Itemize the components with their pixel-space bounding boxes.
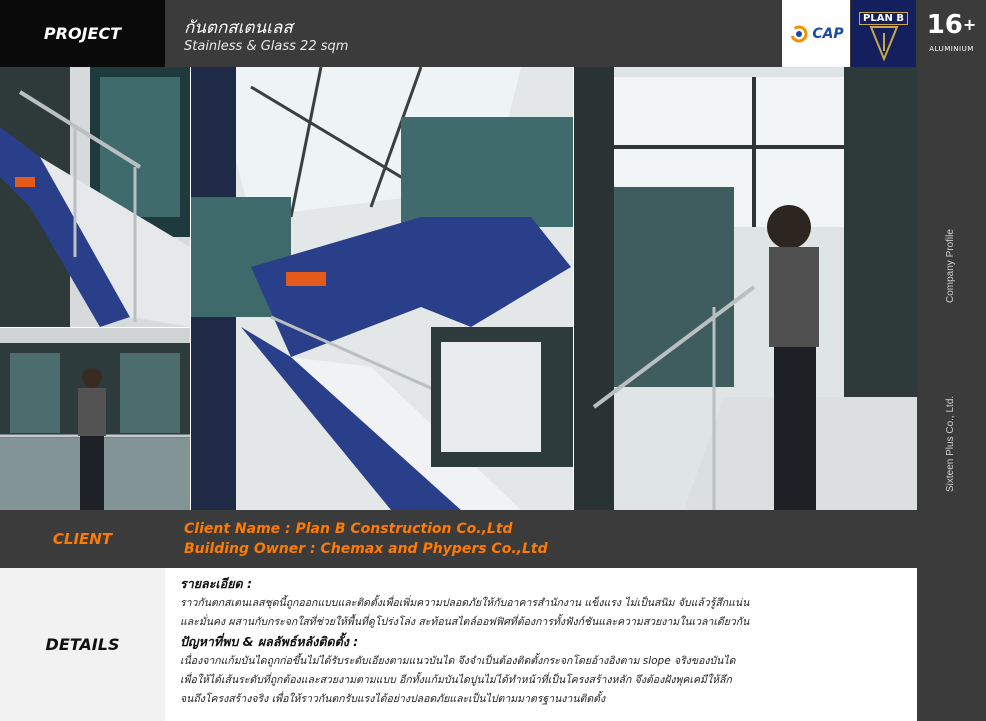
sidebar-company-name: Sixteen Plus Co., Ltd.: [945, 395, 956, 492]
details-label: DETAILS: [45, 635, 120, 654]
client-label-text: CLIENT: [52, 530, 113, 548]
sidebar-company-profile: Company Profile: [945, 229, 956, 303]
planb-logo: [851, 0, 916, 67]
photo-stair-railing-closeup: [0, 67, 190, 327]
details-heading-problems: ปัญหาที่พบ & ผลลัพธ์หลังติดตั้ง :: [180, 634, 359, 649]
details-content: [180, 574, 910, 709]
brand-sub: ALUMINIUM: [929, 45, 974, 53]
right-sidebar: [917, 67, 986, 721]
details-description-line-1: ราวกันตกสเตนเลสชุดนี้ถูกออกแบบและติดตั้งเพื่อเพิ่มความปลอดภัยให้กับอาคารสำนักงาน แข็งแรง ไม่เป็นสนิม จับแล้วรู้สึกแน่น: [180, 597, 750, 609]
sixteen-plus-logo: [917, 0, 986, 67]
details-label-panel: [0, 568, 165, 721]
details-problems-line-3: จนถึงโครงสร้างจริง เพื่อให้ราวกันตกรับแรงได้อย่างปลอดภัยและเป็นไปตามมาตรฐานงานติดตั้ง: [180, 693, 606, 705]
cap-logo-text: CAP: [812, 25, 844, 42]
brand-number: 16: [926, 10, 963, 40]
details-description-line-2: และมั่นคง ผสานกับกระจกใสที่ช่วยให้พื้นที่ดูโปร่งโล่ง สะท้อนสไตล์ออฟฟิศที่ต้องการทั้งฟังก์ชันและความสวยงามในเวลาเดียวกัน: [180, 616, 750, 628]
details-problems-line-2: เพื่อให้ได้เส้นระดับที่ถูกต้องและสวยงามตามแบบ อีกทั้งแก้มบันไดปูนไม่ได้ทำหน้าที่เป็นโครงสร้างหลัก จึงต้องฝังพุคเคมีให้ลึก: [180, 674, 732, 686]
photo-atrium-staircase: [191, 67, 573, 510]
project-title-english: Stainless & Glass 22 sqm: [184, 39, 349, 54]
photo-person-on-stairs: [574, 67, 917, 510]
details-problems-line-1: เนื่องจากแก้มบันไดถูกก่อขึ้นไม่ได้รับระดับเอียงตามแนวบันได จึงจำเป็นต้องติดตั้งกระจกโดยอ้างอิงตาม slope จริงของบันได: [180, 655, 736, 667]
project-label: [0, 0, 165, 67]
details-heading-description: รายละเอียด :: [180, 576, 253, 591]
photo-person-railing: [0, 328, 190, 510]
planb-shield-icon: [869, 25, 899, 61]
cap-swirl-icon: [788, 23, 810, 45]
brand-plus: +: [962, 15, 977, 34]
project-title-thai: กันตกสเตนเลส: [184, 18, 293, 38]
building-owner: Building Owner : Chemax and Phypers Co.,Ltd: [184, 541, 548, 557]
project-label-text: PROJECT: [43, 24, 122, 43]
planb-logo-text: PLAN B: [859, 12, 908, 25]
client-label: [0, 510, 165, 568]
cap-logo: [782, 0, 850, 67]
client-name: Client Name : Plan B Construction Co.,Ltd: [184, 521, 513, 537]
